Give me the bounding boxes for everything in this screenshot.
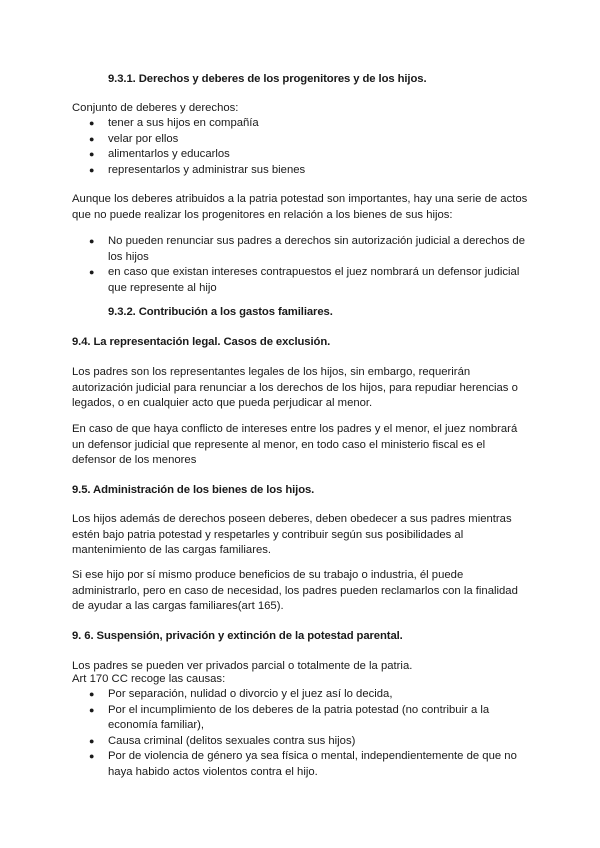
section-96-heading: 9. 6. Suspensión, privación y extinción de la potestad parental.	[72, 630, 403, 642]
bullet-icon: ●	[89, 133, 95, 144]
list-item: ● alimentarlos y educarlos	[72, 147, 532, 163]
section-931-heading: 9.3.1. Derechos y deberes de los progenitores y de los hijos.	[108, 73, 427, 85]
bullet-icon: ●	[89, 149, 95, 160]
section-931-paragraph: Aunque los deberes atribuidos a la patria potestad son importantes, hay una serie de actos que no puede realizar los progenitores en relación a los bienes de sus hijos:	[72, 193, 528, 221]
bullet-icon: ●	[89, 118, 95, 128]
bullet-icon: ●	[89, 735, 95, 746]
section-94-heading: 9.4. La representación legal. Casos de exclusión.	[72, 336, 331, 348]
section-96-line-2: Art 170 CC recoge las causas:	[72, 673, 226, 685]
section-96-line-1: Los padres se pueden ver privados parcial o totalmente de la patria.	[72, 660, 413, 672]
section-94-paragraph-1: Los padres son los representantes legales de los hijos, sin embargo, requerirán autorización judicial para renunciar a los derechos de los hijos, para repudiar herencias o legados, o en cualquier acto que pueda perjudicar al menor.	[72, 366, 518, 410]
restrictions-list	[72, 234, 532, 296]
list-item: ● representarlos y administrar sus bienes	[72, 163, 532, 179]
list-item: ● No pueden renunciar sus padres a derechos sin autorización judicial a derechos de los hijos	[89, 235, 525, 263]
list-item: ● Por de violencia de género ya sea física o mental, independientemente de que no haya habido actos violentos contra el hijo.	[89, 750, 517, 778]
causes-list	[72, 687, 532, 781]
bullet-icon: ●	[89, 704, 95, 715]
section-95-heading: 9.5. Administración de los bienes de los hijos.	[72, 484, 315, 496]
section-95-paragraph-2: Si ese hijo por sí mismo produce beneficios de su trabajo o industria, él puede administrarlo, pero en caso de necesidad, los padres pueden reclamarlos con la finalidad de ayudar a las cargas familiares(art 165).	[72, 569, 518, 613]
bullet-icon: ●	[89, 751, 95, 762]
rights-duties-list	[72, 116, 532, 178]
bullet-icon: ●	[89, 689, 95, 699]
bullet-icon: ●	[89, 164, 95, 175]
list-item: ● Por separación, nulidad o divorcio y el juez así lo decida,	[72, 687, 532, 703]
section-95-paragraph-1: Los hijos además de derechos poseen deberes, deben obedecer a sus padres mientras estén bajo patria potestad y respetarles y contribuir según sus posibilidades al mantenimiento de las cargas familiares.	[72, 513, 512, 557]
list-item: ● en caso que existan intereses contrapuestos el juez nombrará un defensor judicial que represente al hijo	[89, 266, 520, 294]
list-item: ● Causa criminal (delitos sexuales contra sus hijos)	[72, 734, 532, 750]
list-item: ● velar por ellos	[72, 132, 532, 148]
bullet-icon: ●	[89, 267, 95, 278]
section-931-intro: Conjunto de deberes y derechos:	[72, 102, 239, 114]
section-932-heading: 9.3.2. Contribución a los gastos familiares.	[108, 306, 333, 318]
section-94-paragraph-2: En caso de que haya conflicto de intereses entre los padres y el menor, el juez nombrará un defensor judicial que represente al menor, en todo caso el ministerio fiscal es el defensor de los menores	[72, 423, 518, 467]
bullet-icon: ●	[89, 236, 95, 246]
list-item: ● Por el incumplimiento de los deberes de la patria potestad (no contribuir a la economía familiar),	[89, 703, 490, 732]
list-item: ● tener a sus hijos en compañía	[72, 116, 532, 132]
